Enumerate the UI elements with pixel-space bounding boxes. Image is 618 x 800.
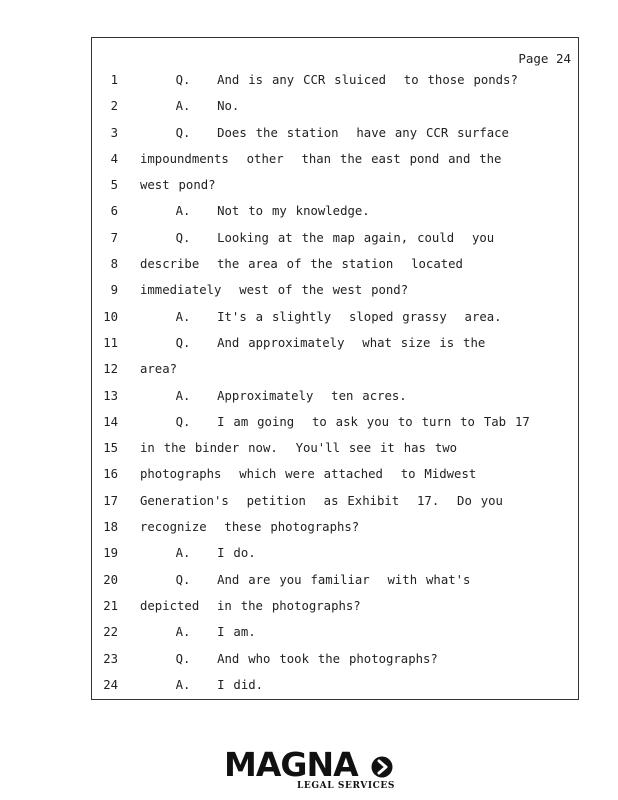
line-text: A. Approximately ten acres. [140,388,407,403]
line-text: A. I did. [140,677,264,692]
line-text: describe the area of the station located [140,257,463,272]
line-number: 19 [103,546,118,561]
line-text: Q. I am going to ask you to turn to Tab 17 [140,414,530,429]
transcript-line [92,310,578,336]
line-number: 20 [103,572,118,587]
line-number: 9 [110,283,118,298]
transcript-line [92,204,578,230]
line-text: impoundments other than the east pond and the [140,151,502,166]
transcript-line [92,99,578,125]
line-text: photographs which were attached to Midwest [140,467,477,482]
line-number: 3 [110,125,118,140]
transcript-line [92,415,578,441]
line-text: Q. And are you familiar with what's [140,572,471,587]
transcript-line [92,599,578,625]
line-number: 13 [103,388,118,403]
line-number: 6 [110,204,118,219]
transcript-line [92,152,578,178]
magna-logo [224,745,399,792]
line-text: A. No. [140,99,240,114]
transcript-line [92,257,578,283]
transcript-line [92,678,578,704]
transcript-line [92,652,578,678]
line-text: area? [140,362,178,377]
transcript-line [92,126,578,152]
line-text: A. I do. [140,546,256,561]
transcript-line [92,178,578,204]
line-number: 24 [103,677,118,692]
line-number: 8 [110,257,118,272]
line-text: in the binder now. You'll see it has two [140,441,458,456]
transcript-line [92,520,578,546]
line-number: 16 [103,467,118,482]
line-number: 2 [110,99,118,114]
logo-wordmark: MAGNA [224,745,358,784]
transcript-line [92,573,578,599]
line-number: 22 [103,625,118,640]
logo-subtitle: LEGAL SERVICES [297,781,395,791]
transcript-line [92,389,578,415]
line-number: 17 [103,493,118,508]
line-text: depicted in the photographs? [140,598,361,613]
page-number: Page 24 [518,51,571,66]
line-text: Q. And is any CCR sluiced to those ponds? [140,73,518,87]
transcript-line [92,494,578,520]
line-number: 7 [110,230,118,245]
line-number: 18 [103,520,118,535]
transcript-page [91,37,579,700]
line-text: immediately west of the west pond? [140,283,409,298]
line-number: 5 [110,178,118,193]
line-number: 21 [103,598,118,613]
line-text: west pond? [140,178,216,193]
transcript-line [92,467,578,493]
line-number: 15 [103,441,118,456]
line-number: 23 [103,651,118,666]
line-number: 12 [103,362,118,377]
line-text: A. Not to my knowledge. [140,204,370,219]
line-number: 10 [103,309,118,324]
transcript-line [92,73,578,99]
line-text: Q. Does the station have any CCR surface [140,125,509,140]
transcript-line [92,283,578,309]
line-text: Q. And who took the photographs? [140,651,438,666]
line-text: Q. And approximately what size is the [140,335,486,350]
line-number: 14 [103,414,118,429]
transcript-line [92,625,578,651]
transcript-line [92,336,578,362]
line-text: recognize these photographs? [140,520,360,535]
transcript-line [92,231,578,257]
line-number: 1 [110,73,118,87]
chevron-right-circle-icon [371,756,393,778]
line-text: A. It's a slightly sloped grassy area. [140,309,502,324]
transcript-line [92,546,578,572]
transcript-lines [92,73,578,704]
line-text: Q. Looking at the map again, could you [140,230,495,245]
transcript-line [92,362,578,388]
line-number: 4 [110,151,118,166]
line-number: 11 [103,335,118,350]
line-text: A. I am. [140,625,256,640]
transcript-line [92,441,578,467]
line-text: Generation's petition as Exhibit 17. Do you [140,493,503,508]
